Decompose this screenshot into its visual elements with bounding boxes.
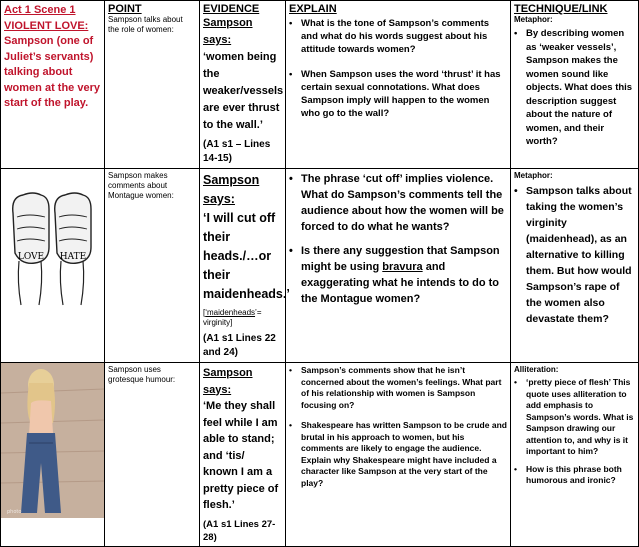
- point-cell: [105, 169, 200, 363]
- fist-icon: [55, 193, 91, 305]
- evidence-reference: (A1 s1 Lines 27-28): [203, 518, 276, 543]
- scene-title: Act 1 Scene 1: [4, 4, 76, 16]
- list-item: • Shakespeare has written Sampson to be crude and brutal in his approach to women, but his comments are likely to engage the audience. Explain why Shakespeare might have included a character like Sampson at the very start of the play?: [289, 420, 507, 489]
- technique-cell: [511, 363, 639, 547]
- technique-label: Alliteration:: [514, 365, 559, 374]
- love-hate-fists-image: [9, 187, 93, 307]
- scene-description: Sampson (one of Juliet’s servants) talking about women at the very start of the play.: [4, 35, 100, 109]
- list-item: • When Sampson uses the word ‘thrust’ it has certain sexual connotations. What does Sampson imply will happen to the women who go to the wall?: [289, 68, 507, 120]
- theme-title: VIOLENT LOVE:: [4, 19, 89, 32]
- point-text: Sampson makes comments about Montague women:: [108, 171, 174, 200]
- explain-header: EXPLAIN: [289, 3, 337, 15]
- technique-cell: [511, 169, 639, 363]
- technique-cell: [511, 1, 639, 169]
- evidence-says: Sampson says:: [203, 173, 260, 206]
- list-item: • ‘pretty piece of flesh’ This quote uses alliteration to add emphasis to Sampson’s words. What is Sampson drawing our attention to, and why is it important to him?: [514, 377, 635, 458]
- svg-text:photo: photo: [7, 509, 22, 515]
- list-item: • By describing women as ‘weaker vessels’, Sampson makes the women sound like objects. What does this description suggest about the nature of women, and their worth?: [514, 27, 635, 149]
- table-row: [1, 169, 639, 363]
- image-cell: [1, 363, 105, 547]
- definition-note: [‘maidenheads’= virginity]: [203, 308, 262, 327]
- list-item: • Sampson talks about taking the women’s virginity (maidenhead), as an alternative to killing them. But how would Sampson’s rape of the women also devastate them?: [514, 183, 635, 327]
- list-item: • What is the tone of Sampson’s comments and what do his words suggest about his attitude towards women?: [289, 17, 507, 56]
- list-item: • How is this phrase both humorous and ironic?: [514, 464, 635, 487]
- evidence-header: EVIDENCE: [203, 3, 260, 15]
- list-item: • The phrase ‘cut off’ implies violence. What do Sampson’s comments tell the audience about how the women will be forced to do what he wants?: [289, 171, 507, 235]
- evidence-cell: [200, 363, 286, 547]
- point-text: Sampson uses grotesque humour:: [108, 365, 176, 384]
- technique-label: Metaphor:: [514, 15, 553, 24]
- list-item: • Sampson’s comments show that he isn’t concerned about the women’s feelings. What part of his relationship with women is Sampson focusing on?: [289, 365, 507, 411]
- explain-cell: [286, 363, 511, 547]
- explain-cell: [286, 1, 511, 169]
- evidence-quote: ‘women being the weaker/vessels are ever thrust to the wall.’: [203, 51, 284, 131]
- fist-icon: [13, 193, 49, 305]
- list-item: • Is there any suggestion that Sampson might be using bravura and exaggerating what he intends to do to the Montague women?: [289, 243, 507, 307]
- evidence-says: Sampson says:: [203, 367, 253, 396]
- title-cell: [1, 1, 105, 169]
- technique-label: Metaphor:: [514, 171, 553, 180]
- explain-cell: [286, 169, 511, 363]
- evidence-says: Sampson says:: [203, 17, 253, 46]
- evidence-quote: ‘Me they shall feel while I am able to stand; and ‘tis/ known I am a pretty piece of flesh.’: [203, 400, 279, 511]
- technique-header: TECHNIQUE/LINK: [514, 3, 608, 15]
- svg-text:LOVE: LOVE: [17, 252, 45, 262]
- woman-photo-image: [1, 363, 104, 518]
- evidence-reference: (A1 s1 Lines 22 and 24): [203, 333, 276, 358]
- evidence-reference: (A1 s1 – Lines 14-15): [203, 139, 271, 164]
- point-cell: [105, 1, 200, 169]
- evidence-cell: [200, 1, 286, 169]
- image-cell: [1, 169, 105, 363]
- evidence-cell: [200, 169, 290, 363]
- point-text: Sampson talks about the role of women:: [108, 15, 183, 34]
- svg-text:HATE: HATE: [59, 252, 87, 262]
- point-header: POINT: [108, 3, 142, 15]
- point-cell: [105, 363, 200, 547]
- evidence-quote: ‘I will cut off their heads./…or their maidenheads.’: [203, 211, 290, 301]
- table-row: [1, 363, 639, 547]
- table-row: [1, 1, 639, 169]
